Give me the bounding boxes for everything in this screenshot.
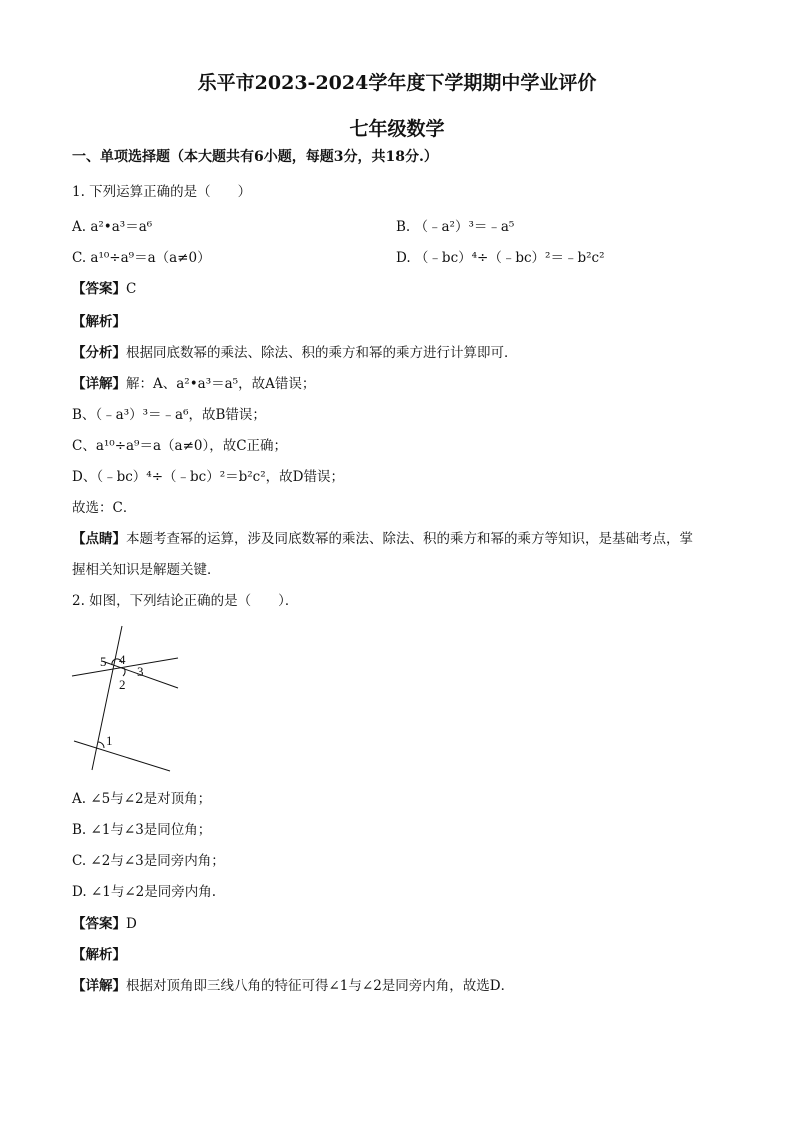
label-3: 3 xyxy=(137,664,144,679)
label-4: 4 xyxy=(119,652,126,667)
angle-figure xyxy=(66,618,186,780)
q2-option-d: D. ∠1与∠2是同旁内角. xyxy=(72,884,217,900)
label-5: 5 xyxy=(100,654,107,669)
q1-detail-line: C、a¹⁰÷a⁹＝a（a≠0），故C正确； xyxy=(72,438,288,454)
q1-detail-line: D、（﹣bc）⁴÷（﹣bc）²＝b²c²，故D错误； xyxy=(72,469,344,485)
q2-analysis-tag xyxy=(72,946,126,964)
q1-option-c: C. a¹⁰÷a⁹＝a（a≠0） xyxy=(72,250,211,266)
answer-value: D xyxy=(126,916,137,932)
q1-analysis-tag xyxy=(72,313,126,331)
label-2: 2 xyxy=(119,677,126,692)
q1-option-d: D. （﹣bc）⁴÷（﹣bc）²＝﹣b²c² xyxy=(396,250,605,266)
q2-detail xyxy=(72,977,514,995)
q1-comment xyxy=(72,530,693,548)
detail-text: 解：A、a²•a³＝a⁵，故A错误； xyxy=(126,376,316,392)
q1-comment-cont: 握相关知识是解题关键． xyxy=(72,562,221,578)
fenxi-text: 根据同底数幂的乘法、除法、积的乘方和幂的乘方进行计算即可． xyxy=(126,345,518,361)
q1-option-a: A. a²•a³＝a⁶ xyxy=(72,219,153,235)
lower-line xyxy=(74,741,170,771)
q2-option-a: A. ∠5与∠2是对顶角； xyxy=(72,791,212,807)
label-1: 1 xyxy=(106,733,113,748)
page-title: 乐平市2023-2024学年度下学期期中学业评价 xyxy=(197,72,597,94)
detail-tag: 【详解】 xyxy=(72,376,126,392)
detail-text: 根据对顶角即三线八角的特征可得∠1与∠2是同旁内角，故选D． xyxy=(126,978,515,994)
detail-tag: 【详解】 xyxy=(72,978,126,994)
q1-stem: 1. 下列运算正确的是（ ） xyxy=(72,184,252,200)
answer-tag: 【答案】 xyxy=(72,916,126,932)
q1-detail-line xyxy=(72,375,315,393)
comment-text: 本题考查幂的运算，涉及同底数幂的乘法、除法、积的乘方和幂的乘方等知识，是基础考点，掌 xyxy=(126,531,693,547)
q1-detail-line: 故选：C． xyxy=(72,500,137,516)
q1-answer xyxy=(72,280,136,298)
q2-option-b: B. ∠1与∠3是同位角； xyxy=(72,822,212,838)
q1-fenxi xyxy=(72,344,518,362)
q2-option-c: C. ∠2与∠3是同旁内角； xyxy=(72,853,225,869)
angle-arc-1 xyxy=(98,742,104,748)
section-heading: 一、单项选择题（本大题共有6小题，每题3分，共18分.） xyxy=(72,149,438,165)
answer-value: C xyxy=(126,281,137,297)
analysis-tag: 【解析】 xyxy=(72,314,126,330)
answer-tag: 【答案】 xyxy=(72,281,126,297)
q2-answer xyxy=(72,915,137,933)
analysis-tag: 【解析】 xyxy=(72,947,126,963)
q2-stem: 2. 如图，下列结论正确的是（ ）． xyxy=(72,593,299,609)
fenxi-tag: 【分析】 xyxy=(72,345,126,361)
q1-option-b: B. （﹣a²）³＝﹣a⁵ xyxy=(396,219,515,235)
comment-tag: 【点睛】 xyxy=(72,531,126,547)
q1-detail-line: B、（﹣a³）³＝﹣a⁶，故B错误； xyxy=(72,407,266,423)
page-subtitle: 七年级数学 xyxy=(349,118,445,140)
